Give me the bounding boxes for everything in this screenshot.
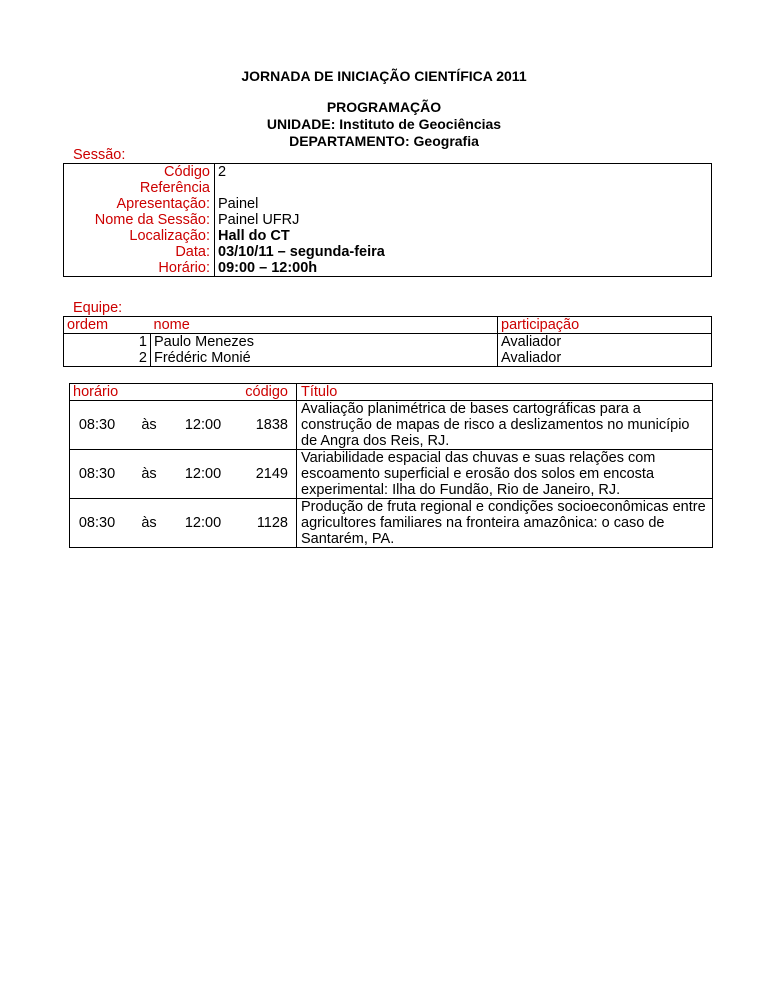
session-row — [64, 180, 712, 196]
schedule-separator: às — [124, 401, 174, 450]
team-table — [63, 316, 712, 367]
schedule-title: Variabilidade espacial das chuvas e suas relações com escoamento superficial e erosão dos solos em encosta experimental: Ilha do Fundão, Rio de Janeiro, RJ. — [297, 450, 713, 499]
session-value: Painel — [215, 196, 712, 212]
event-title: JORNADA DE INICIAÇÃO CIENTÍFICA 2011 — [241, 68, 527, 84]
session-row — [64, 164, 712, 181]
member-order: 1 — [64, 334, 151, 351]
schedule-separator: às — [141, 515, 157, 531]
schedule-row — [70, 450, 713, 499]
schedule-end-time: 12:00 — [174, 450, 232, 499]
session-value: 2 — [215, 164, 712, 181]
schedule-start-time: 08:30 — [78, 515, 116, 531]
team-label: Equipe: — [73, 300, 123, 316]
session-value: 03/10/11 – segunda-feira — [215, 244, 712, 260]
schedule-separator: às — [124, 450, 174, 499]
team-header-row — [64, 317, 712, 334]
schedule-code: 1838 — [232, 401, 297, 450]
session-key: Data: — [64, 244, 215, 260]
unit-title: UNIDADE: Instituto de Geociências — [266, 116, 502, 132]
session-key: Apresentação: — [64, 196, 215, 212]
session-row — [64, 260, 712, 277]
session-row — [64, 228, 712, 244]
member-order: 2 — [64, 350, 151, 367]
session-label: Sessão: — [73, 147, 126, 163]
session-row — [64, 212, 712, 228]
session-value: Hall do CT — [215, 228, 712, 244]
schedule-header-title: Título — [297, 384, 713, 401]
schedule-row — [70, 401, 713, 450]
session-key: Horário: — [64, 260, 215, 277]
session-value: Painel UFRJ — [215, 212, 712, 228]
schedule-code: 2149 — [232, 450, 297, 499]
schedule-start-time: 08:30 — [70, 450, 125, 499]
schedule-header-row — [70, 384, 713, 401]
department-title: DEPARTAMENTO: Geografia — [289, 133, 479, 149]
member-role: Avaliador — [498, 350, 712, 367]
team-header-role: participação — [498, 317, 712, 334]
session-key: Nome da Sessão: — [64, 212, 215, 228]
schedule-end-time: 12:00 — [174, 401, 232, 450]
member-name: Frédéric Monié — [154, 350, 251, 366]
session-value: 09:00 – 12:00h — [215, 260, 712, 277]
session-key: Referência — [64, 180, 215, 196]
session-table — [63, 163, 712, 277]
session-key: Localização: — [64, 228, 215, 244]
session-key: Código — [64, 164, 215, 181]
team-member-row — [64, 350, 712, 367]
session-row — [64, 244, 712, 260]
schedule-header-code: código — [232, 384, 297, 401]
schedule-table — [69, 383, 713, 548]
member-name: Paulo Menezes — [154, 334, 254, 350]
schedule-header-time: horário — [70, 384, 233, 401]
schedule-title: Produção de fruta regional e condições socioeconômicas entre agricultores familiares na fronteira amazônica: o caso de Santarém, PA. — [301, 499, 706, 547]
session-row — [64, 196, 712, 212]
schedule-start-time: 08:30 — [70, 401, 125, 450]
team-header-name: nome — [151, 317, 498, 334]
team-member-row — [64, 334, 712, 351]
member-role: Avaliador — [498, 334, 712, 351]
schedule-row — [70, 499, 713, 548]
schedule-code: 1128 — [232, 499, 297, 548]
team-header-order: ordem — [64, 317, 151, 334]
program-title: PROGRAMAÇÃO — [326, 99, 442, 115]
schedule-title: Avaliação planimétrica de bases cartográficas para a construção de mapas de risco a deslizamentos no município de Angra dos Reis, RJ. — [297, 401, 713, 450]
session-value — [215, 180, 712, 196]
schedule-end-time: 12:00 — [184, 515, 222, 531]
